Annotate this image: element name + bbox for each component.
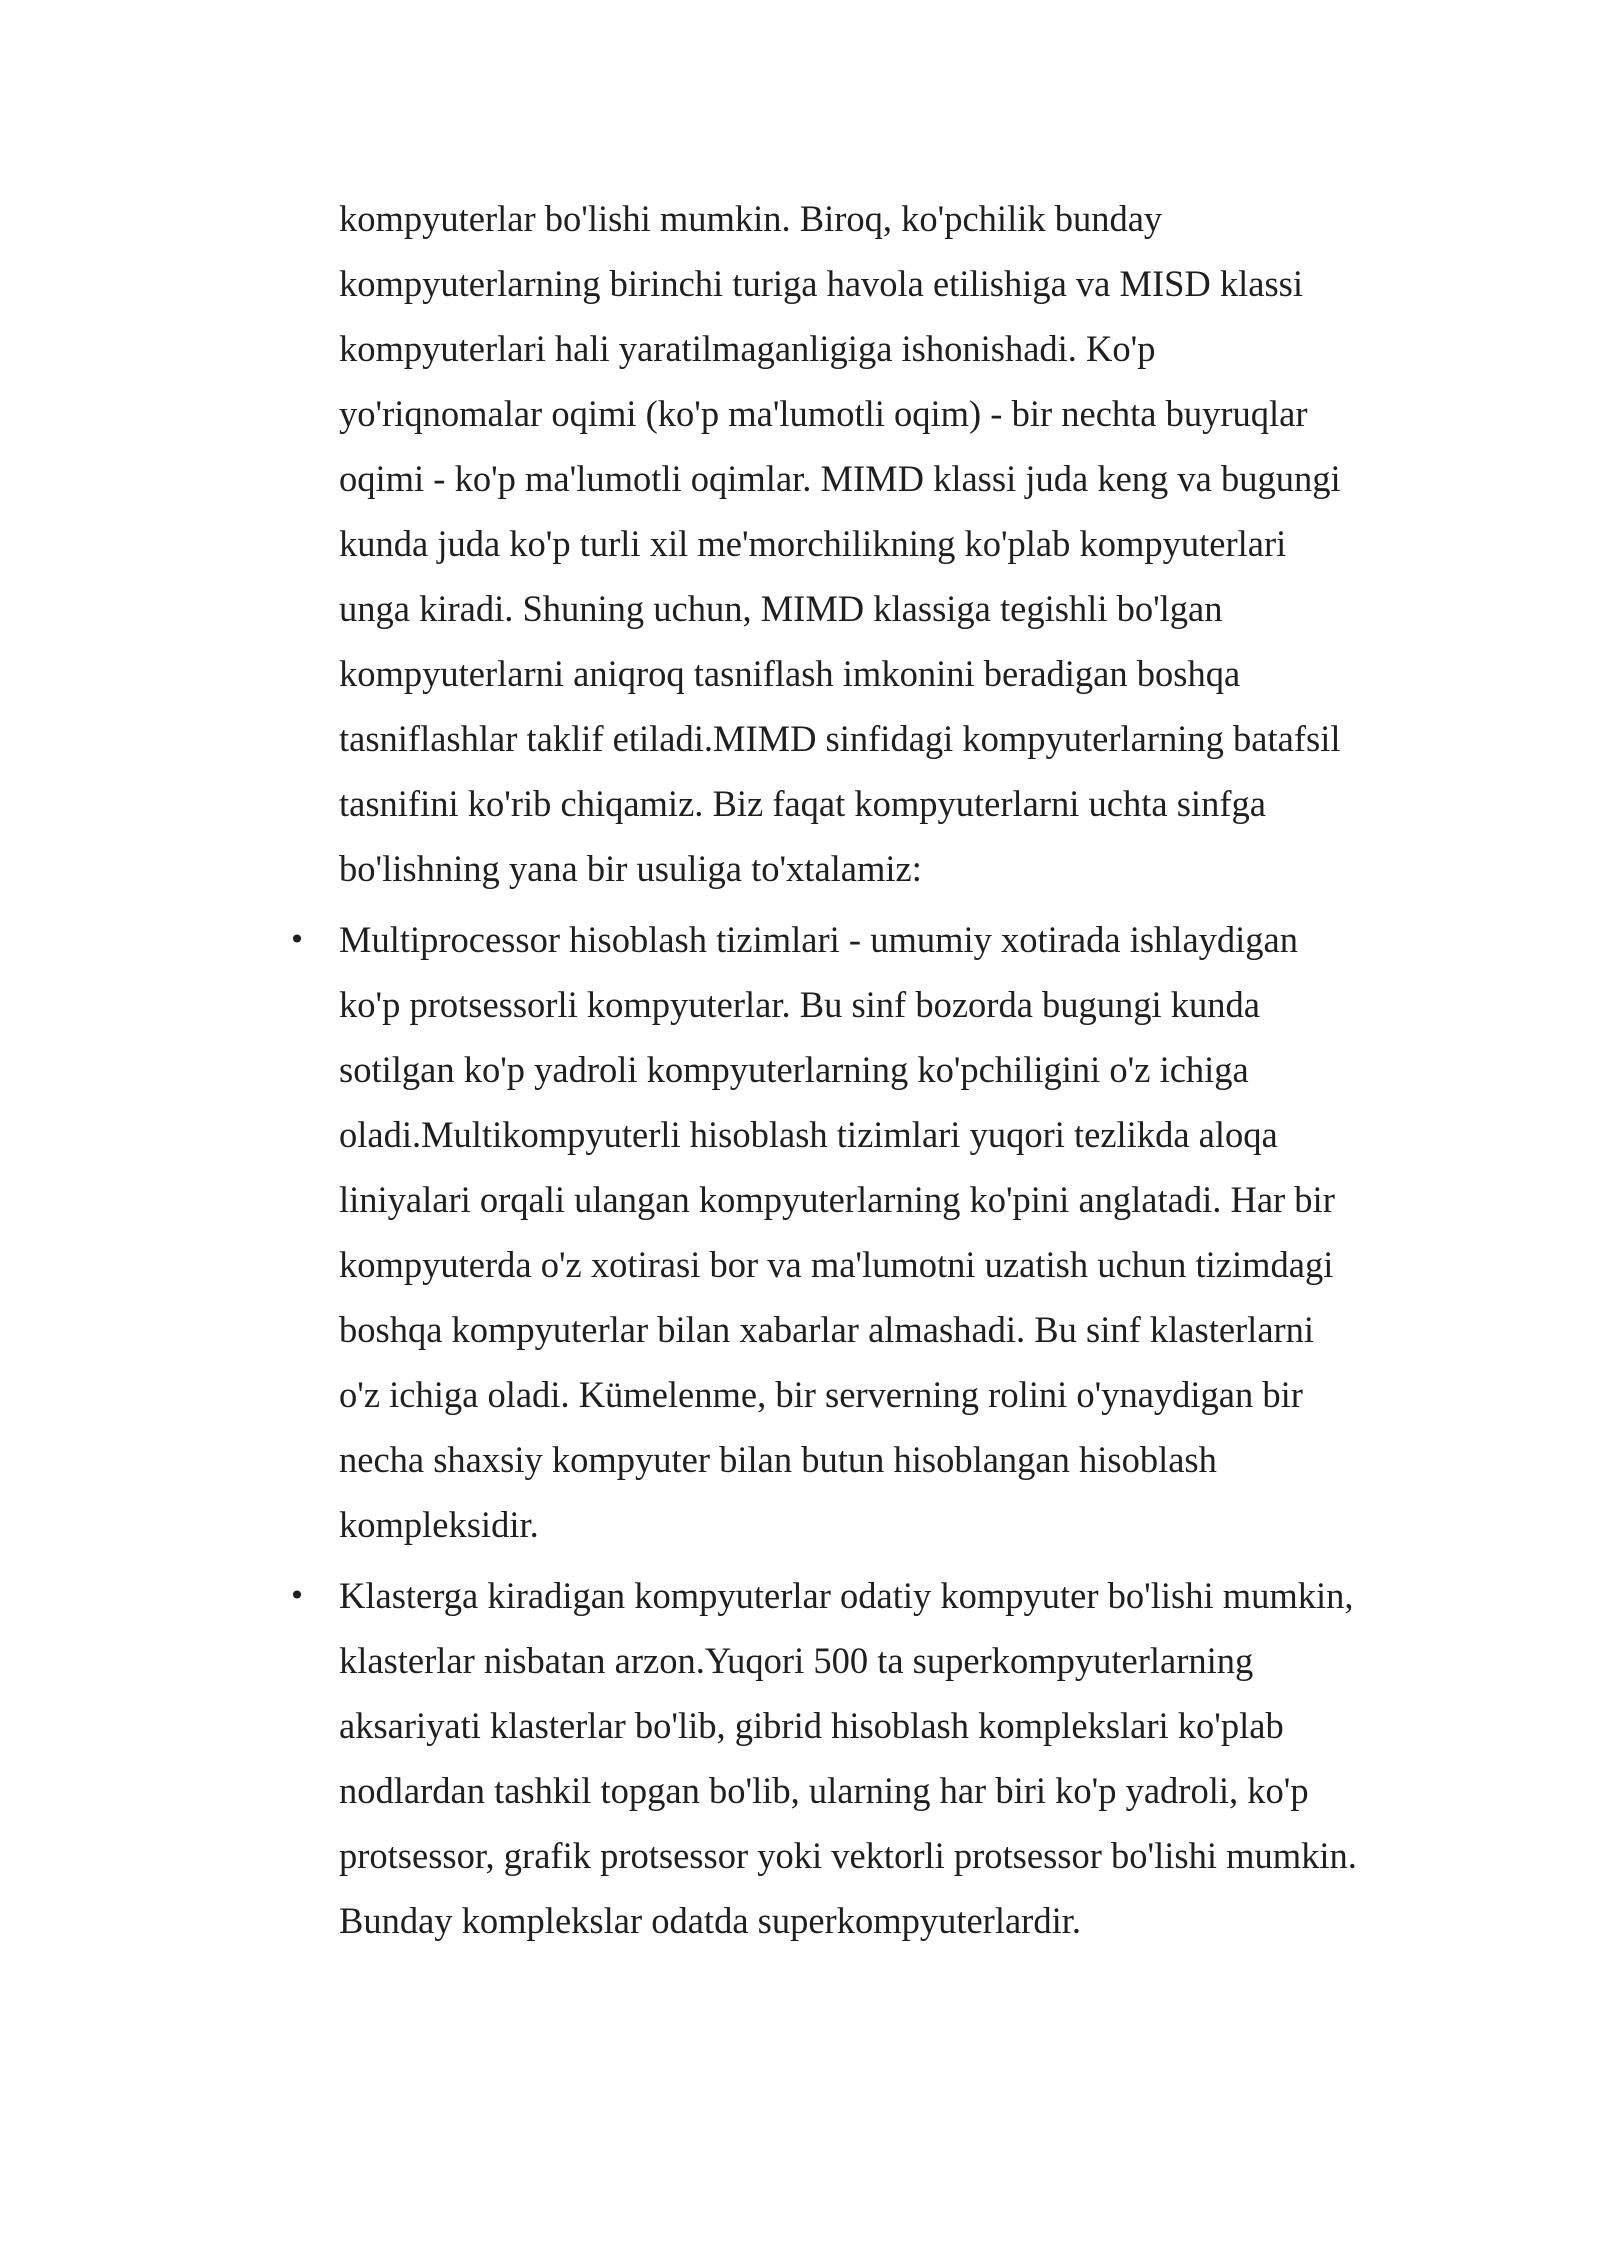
bullet-icon: •	[288, 923, 306, 956]
bullet-icon: •	[288, 1579, 306, 1612]
list-item	[288, 907, 1359, 1557]
list-item-text: Klasterga kiradigan kompyuterlar odatiy kompyuter bo'lishi mumkin, klasterlar nisbatan arzon.Yuqori 500 ta superkompyuterlarning aksariyati klasterlar bo'lib, gibrid hisoblash komplekslari ko'plab nodlardan tashkil topgan bo'lib, ularning har biri ko'p yadroli, ko'p protsessor, grafik protsessor yoki vektorli protsessor bo'lishi mumkin. Bunday komplekslar odatda superkompyuterlardir.	[339, 1575, 1357, 1941]
document-body	[288, 186, 1359, 1959]
bullet-list	[288, 907, 1359, 1953]
list-item-text: Multiprocessor hisoblash tizimlari - umumiy xotirada ishlaydigan ko'p protsessorli kompyuterlar. Bu sinf bozorda bugungi kunda sotilgan ko'p yadroli kompyuterlarning ko'pchiligini o'z ichiga oladi.Multikompyuterli hisoblash tizimlari yuqori tezlikda aloqa liniyalari orqali ulangan kompyuterlarning ko'pini anglatadi. Har bir kompyuterda o'z xotirasi bor va ma'lumotni uzatish uchun tizimdagi boshqa kompyuterlar bilan xabarlar almashadi. Bu sinf klasterlarni o'z ichiga oladi. Kümelenme, bir serverning rolini o'ynaydigan bir necha shaxsiy kompyuter bilan butun hisoblangan hisoblash kompleksidir.	[339, 919, 1335, 1545]
list-item	[288, 1563, 1359, 1953]
intro-paragraph: kompyuterlar bo'lishi mumkin. Biroq, ko'pchilik bunday kompyuterlarning birinchi turiga havola etilishiga va MISD klassi kompyuterlari hali yaratilmaganligiga ishonishadi. Ko'p yo'riqnomalar oqimi (ko'p ma'lumotli oqim) - bir nechta buyruqlar oqimi - ko'p ma'lumotli oqimlar. MIMD klassi juda keng va bugungi kunda juda ko'p turli xil me'morchilikning ko'plab kompyuterlari unga kiradi. Shuning uchun, MIMD klassiga tegishli bo'lgan kompyuterlarni aniqroq tasniflash imkonini beradigan boshqa tasniflashlar taklif etiladi.MIMD sinfidagi kompyuterlarning batafsil tasnifini ko'rib chiqamiz. Biz faqat kompyuterlarni uchta sinfga bo'lishning yana bir usuliga to'xtalamiz:	[339, 198, 1341, 889]
